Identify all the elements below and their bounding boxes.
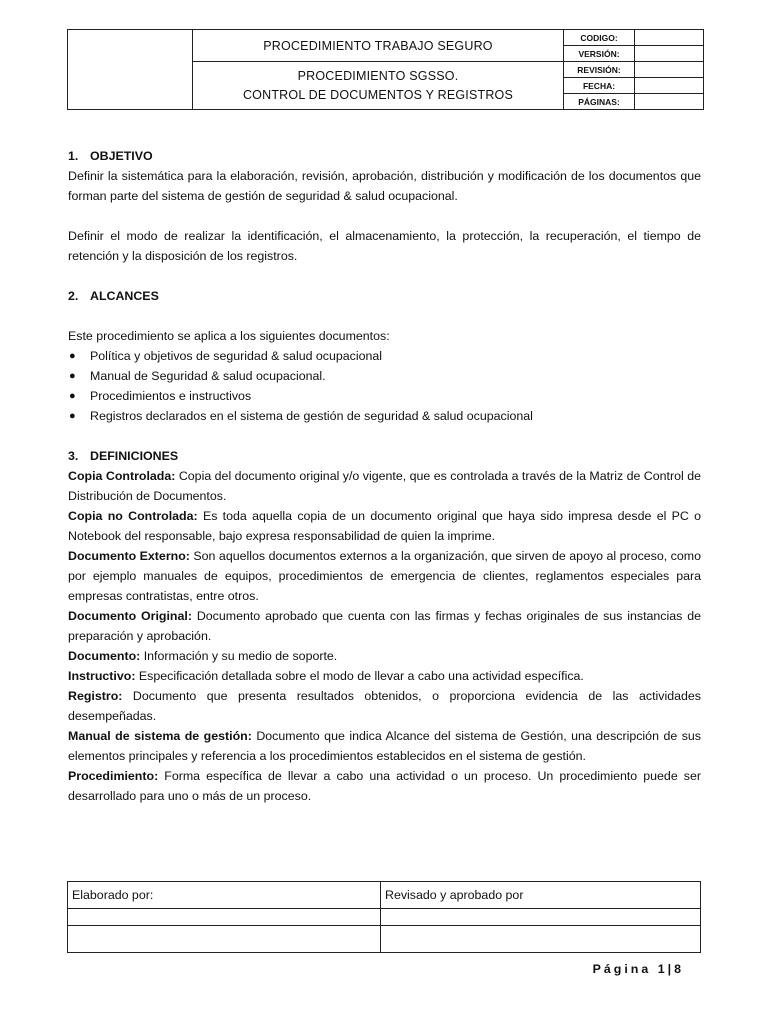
section-title: DEFINICIONES — [90, 449, 179, 463]
page-footer — [593, 962, 684, 976]
logo-cell — [68, 30, 193, 110]
list-item: ● Registros declarados en el sistema de gestión de seguridad & salud ocupacional — [68, 406, 701, 426]
definition-term: Documento: — [68, 649, 141, 663]
section-number: 3. — [68, 449, 79, 463]
label-paginas: PÁGINAS: — [564, 94, 635, 110]
definition-term: Registro: — [68, 689, 123, 703]
value-fecha — [635, 78, 704, 94]
list-item: ● Manual de Seguridad & salud ocupacional. — [68, 366, 701, 386]
section-number: 2. — [68, 289, 79, 303]
label-version: VERSIÓN: — [564, 46, 635, 62]
definition-term: Instructivo: — [68, 669, 136, 683]
section-title: OBJETIVO — [90, 149, 153, 163]
definition-item — [68, 766, 701, 806]
alcances-bullet-list — [68, 346, 701, 426]
list-item: ● Política y objetivos de seguridad & salud ocupacional — [68, 346, 701, 366]
definition-term: Documento Externo: — [68, 549, 190, 563]
definition-text: Información y su medio de soporte. — [140, 649, 338, 663]
elaborado-name-cell — [68, 909, 381, 926]
definition-term: Documento Original: — [68, 609, 192, 623]
signature-table — [67, 881, 701, 953]
header-table — [67, 29, 704, 110]
page-separator: | — [667, 962, 675, 976]
definition-text: Es toda aquella copia de un documento original que haya sido impresa desde el PC o Notebook del responsable, bajo expresa responsabilidad de quien la imprime. — [68, 509, 702, 543]
definition-item — [68, 726, 701, 766]
definition-text: Copia del documento original y/o vigente, que es controlada a través de la Matriz de Control de Distribución de Documentos. — [68, 469, 701, 503]
elaborado-signature-cell — [68, 926, 381, 953]
value-codigo — [635, 30, 704, 46]
label-fecha: FECHA: — [564, 78, 635, 94]
definition-text: Forma específica de llevar a cabo una actividad o un proceso. Un procedimiento puede ser desarrollado para uno o más de un proceso. — [68, 769, 701, 803]
page-number: 1 — [657, 962, 668, 976]
value-paginas — [635, 94, 704, 110]
page-total: 8 — [674, 962, 684, 976]
section-title: ALCANCES — [90, 289, 159, 303]
revisado-name-cell — [381, 909, 701, 926]
section-number: 1. — [68, 149, 79, 163]
header-title: PROCEDIMIENTO TRABAJO SEGURO — [193, 30, 564, 62]
label-revision: REVISIÓN: — [564, 62, 635, 78]
objetivo-paragraph-1: Definir la sistemática para la elaboración, revisión, aprobación, distribución y modificación de los documentos que forman parte del sistema de gestión de seguridad & salud ocupacional. — [68, 169, 701, 203]
bullet-icon: ● — [69, 410, 76, 422]
alcances-intro: Este procedimiento se aplica a los siguientes documentos: — [68, 329, 390, 343]
subtitle-line-2: CONTROL DE DOCUMENTOS Y REGISTROS — [242, 87, 514, 102]
section-heading-definiciones — [68, 446, 701, 466]
bullet-icon: ● — [69, 370, 76, 382]
subtitle-line-1: PROCEDIMIENTO SGSSO. — [297, 68, 459, 83]
page-label: Página — [592, 962, 652, 976]
value-revision — [635, 62, 704, 78]
definition-item — [68, 466, 701, 506]
definition-text: Son aquellos documentos externos a la organización, que sirven de apoyo al proceso, como por ejemplo manuales de equipos, procedimientos de emergencia de clientes, reglamentos especiales para empresas contratistas, entre otros. — [68, 549, 701, 603]
section-heading-alcances — [68, 286, 701, 306]
value-version — [635, 46, 704, 62]
objetivo-paragraph-2: Definir el modo de realizar la identificación, el almacenamiento, la protección, la recuperación, el tiempo de retención y la disposición de los registros. — [68, 229, 701, 263]
definition-item — [68, 606, 701, 646]
definition-text: Documento que presenta resultados obtenidos, o proporciona evidencia de las actividades desempeñadas. — [68, 689, 701, 723]
definition-item — [68, 686, 701, 726]
document-body — [68, 146, 701, 806]
bullet-icon: ● — [69, 390, 76, 402]
definition-term: Copia no Controlada: — [68, 509, 198, 523]
section-heading-objetivo — [68, 146, 701, 166]
revisado-label: Revisado y aprobado por — [381, 882, 701, 909]
label-codigo: CODIGO: — [564, 30, 635, 46]
definition-term: Manual de sistema de gestión: — [68, 729, 252, 743]
definition-item — [68, 666, 701, 686]
list-item: ● Procedimientos e instructivos — [68, 386, 701, 406]
definition-term: Procedimiento: — [68, 769, 159, 783]
definition-item — [68, 546, 701, 606]
revisado-signature-cell — [381, 926, 701, 953]
definition-text: Documento aprobado que cuenta con las firmas y fechas originales de sus instancias de preparación y aprobación. — [68, 609, 701, 643]
definition-text: Documento que indica Alcance del sistema de Gestión, una descripción de sus elementos principales y referencia a los procedimientos establecidos en el sistema de gestión. — [68, 729, 701, 763]
bullet-icon: ● — [69, 350, 76, 362]
definition-item — [68, 506, 701, 546]
definition-item — [68, 646, 701, 666]
elaborado-label: Elaborado por: — [68, 882, 381, 909]
header-subtitle — [193, 62, 564, 110]
definition-term: Copia Controlada: — [68, 469, 176, 483]
definition-text: Especificación detallada sobre el modo de llevar a cabo una actividad específica. — [135, 669, 584, 683]
